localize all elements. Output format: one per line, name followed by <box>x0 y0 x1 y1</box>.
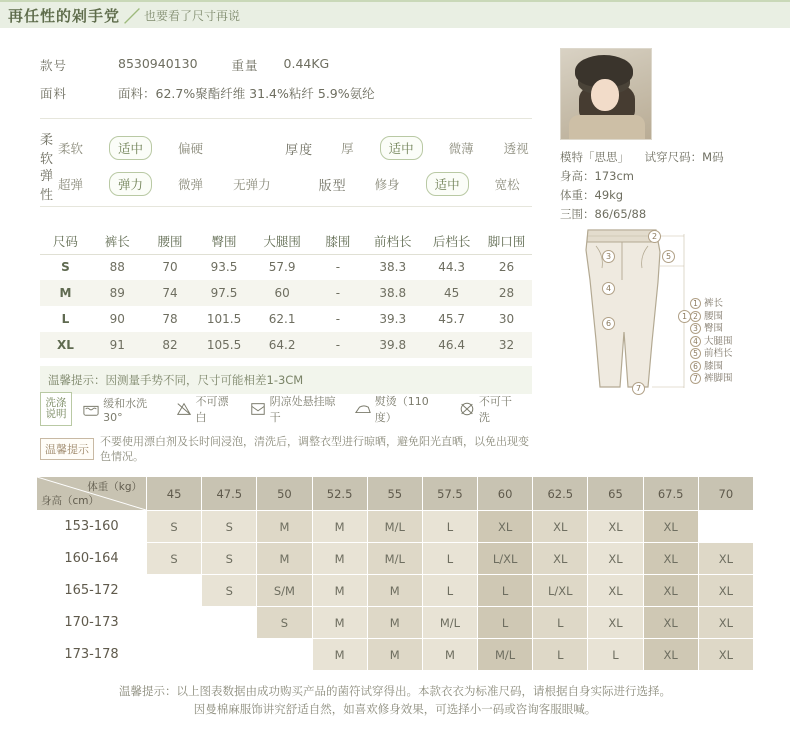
rec-cell: M <box>257 511 312 543</box>
rec-cell: L <box>422 543 477 575</box>
rec-cell: M <box>257 543 312 575</box>
rec-th-weight-67.5: 67.5 <box>643 477 698 511</box>
attribute-group-thickness <box>285 136 555 160</box>
th-back-rise: 后档长 <box>422 228 481 254</box>
attribute-row-elasticity <box>40 166 540 202</box>
legend-item-6 <box>690 361 733 374</box>
size-measurement-table <box>40 228 532 358</box>
legend-item-7 <box>690 373 733 386</box>
th-hip: 臀围 <box>196 228 251 254</box>
rec-cell: XL <box>698 607 753 639</box>
diagram-badge-6: 6 <box>602 317 615 330</box>
rec-cell: XL <box>698 575 753 607</box>
rec-cell: L <box>533 607 588 639</box>
rec-row-height: 170-173 <box>37 607 147 639</box>
cell-size: S <box>61 260 70 275</box>
legend-label-1: 裤长 <box>704 298 724 309</box>
rec-th-weight-50: 50 <box>257 477 312 511</box>
cell-waist: 78 <box>162 312 178 326</box>
th-knee: 膝围 <box>313 228 364 254</box>
table-row <box>37 575 754 607</box>
attr-label-elasticity: 弹性 <box>40 169 55 203</box>
attr-label-softness: 柔软 <box>40 133 55 167</box>
rec-cell: XL <box>643 511 698 543</box>
legend-num-2: 2 <box>690 311 701 322</box>
cell-leg-opening: 30 <box>498 312 515 326</box>
rec-cell: L <box>588 639 643 671</box>
attr-label-fit: 版型 <box>318 178 347 194</box>
rec-cell: L <box>478 575 533 607</box>
legend-label-7: 裤脚围 <box>704 373 733 384</box>
dry-in-shade-icon <box>249 401 267 417</box>
pants-measure-diagram <box>552 222 772 402</box>
diagram-badge-5: 5 <box>662 250 675 263</box>
rec-th-weight-57.5: 57.5 <box>422 477 477 511</box>
rec-cell: XL <box>588 575 643 607</box>
rec-th-weight-70: 70 <box>698 477 753 511</box>
weight-value: 0.44KG <box>283 56 330 71</box>
fabric-label: 面料 <box>40 86 68 101</box>
cell-pant-length: 88 <box>109 260 125 275</box>
rec-table-header-row <box>37 477 754 511</box>
rec-cell: M/L <box>367 543 422 575</box>
diagram-badge-1: 1 <box>678 310 691 323</box>
cell-size: L <box>61 312 70 326</box>
attr-label-thickness: 厚度 <box>285 142 314 158</box>
divider-top <box>40 118 532 119</box>
cell-knee: - <box>335 338 341 352</box>
cell-front-rise: 39.3 <box>379 312 407 326</box>
rec-cell: M <box>312 511 367 543</box>
rec-cell <box>147 607 202 639</box>
wash-care-row <box>40 392 532 426</box>
cell-hip: 97.5 <box>210 286 238 300</box>
rec-cell: L <box>533 639 588 671</box>
th-thigh: 大腿围 <box>252 228 313 254</box>
size-recommendation-table <box>36 476 754 671</box>
attr-option-loose[interactable]: 宽松 <box>494 177 520 192</box>
no-bleach-icon <box>175 401 193 417</box>
cell-leg-opening: 32 <box>498 338 515 352</box>
rec-cell <box>202 639 257 671</box>
cell-leg-opening: 26 <box>498 260 515 275</box>
bottom-note-line1: 温馨提示：以上图表数据由成功购买产品的菌符试穿得出。本款衣衣为标准尺码，请根据自身实际进行选择。 <box>119 684 671 698</box>
attr-option-sheer[interactable]: 透视 <box>503 141 529 156</box>
cell-leg-opening: 28 <box>498 286 515 300</box>
cell-pant-length: 89 <box>109 286 125 300</box>
table-row <box>37 639 754 671</box>
attribute-block <box>40 130 540 202</box>
cell-knee: - <box>335 260 341 275</box>
cell-back-rise: 45.7 <box>438 312 465 326</box>
rec-th-weight-45: 45 <box>147 477 202 511</box>
no-dryclean-icon <box>458 401 476 417</box>
rec-cell: L <box>422 575 477 607</box>
hand-wash-icon <box>82 401 100 417</box>
legend-num-3: 3 <box>690 323 701 334</box>
cell-thigh: 60 <box>274 286 290 300</box>
iron-icon <box>354 401 372 417</box>
model-size-label: 试穿尺码：M码 <box>644 150 724 164</box>
rec-cell: XL <box>588 543 643 575</box>
attr-option-thickness-medium[interactable]: 适中 <box>380 136 423 160</box>
rec-cell <box>257 639 312 671</box>
legend-num-5: 5 <box>690 348 701 359</box>
care-tips-text: 不要使用漂白剂及长时间浸泡，清洗后，调整衣型进行晾晒，避免阳光直晒，以免出现变色情况。 <box>100 435 529 464</box>
rec-cell: M <box>367 639 422 671</box>
diagram-badge-3: 3 <box>602 250 615 263</box>
rec-cell: XL <box>643 607 698 639</box>
attr-option-slightstretch[interactable]: 微弹 <box>178 177 204 192</box>
attr-option-thick[interactable]: 厚 <box>341 141 354 156</box>
pants-outline-icon <box>552 222 702 397</box>
table-row <box>37 607 754 639</box>
bottom-note <box>0 682 790 718</box>
rec-cell <box>147 575 202 607</box>
rec-cell <box>698 511 753 543</box>
model-value: 8530940130 <box>118 56 198 71</box>
rec-cell: L/XL <box>478 543 533 575</box>
table-row <box>40 280 532 306</box>
spec-area <box>40 56 540 112</box>
rec-cell <box>202 607 257 639</box>
rec-cell: M/L <box>478 639 533 671</box>
attr-option-stiff[interactable]: 偏硬 <box>178 141 204 156</box>
rec-cell: L/XL <box>533 575 588 607</box>
rec-cell: XL <box>643 575 698 607</box>
wash-item-dryinshade <box>249 393 341 425</box>
spec-row-model <box>40 56 540 74</box>
table-row <box>40 254 532 280</box>
model-card <box>560 48 724 224</box>
cell-waist: 74 <box>162 286 178 300</box>
rec-cell: S <box>147 543 202 575</box>
table-row <box>40 306 532 332</box>
model-weight: 体重：49kg <box>560 188 624 202</box>
cell-hip: 105.5 <box>206 338 242 352</box>
attr-option-nostretch[interactable]: 无弹力 <box>233 177 271 192</box>
diagram-badge-7: 7 <box>632 382 645 395</box>
rec-cell: XL <box>588 511 643 543</box>
rec-cell: S <box>202 575 257 607</box>
cell-thigh: 62.1 <box>268 312 296 326</box>
rec-th-weight-60: 60 <box>478 477 533 511</box>
rec-th-weight-47.5: 47.5 <box>202 477 257 511</box>
divider-bottom <box>40 206 532 207</box>
rec-cell: M <box>312 639 367 671</box>
model-name-line <box>560 148 724 167</box>
table-row <box>37 511 754 543</box>
rec-corner-weight-label: 体重（kg） <box>87 481 142 493</box>
bottom-note-line2: 因曼棉麻服饰讲究舒适自然，如喜欢修身效果，可选择小一码或咨询客服眼喊。 <box>193 702 597 716</box>
rec-th-weight-52.5: 52.5 <box>312 477 367 511</box>
attr-option-soft[interactable]: 柔软 <box>58 141 84 156</box>
wash-item-handwash <box>82 395 161 424</box>
rec-cell: S <box>202 543 257 575</box>
rec-cell: M <box>312 575 367 607</box>
rec-cell: M/L <box>422 607 477 639</box>
th-front-rise: 前档长 <box>363 228 422 254</box>
legend-num-7: 7 <box>690 373 701 384</box>
wash-item-label: 不可干洗 <box>478 395 512 424</box>
rec-cell: M <box>367 575 422 607</box>
rec-cell: M <box>312 543 367 575</box>
rec-cell: XL <box>643 543 698 575</box>
wash-badge-line1: 洗涤 <box>45 397 67 409</box>
cell-front-rise: 39.8 <box>379 338 407 352</box>
rec-cell: XL <box>533 543 588 575</box>
cell-pant-length: 91 <box>109 338 125 352</box>
banner-title: 再任性的剁手党 <box>8 6 121 25</box>
rec-cell: XL <box>698 639 753 671</box>
care-tips-strip <box>40 434 532 465</box>
cell-thigh: 57.9 <box>268 260 296 275</box>
th-leg-opening: 脚口围 <box>481 228 532 254</box>
cell-knee: - <box>335 286 341 300</box>
model-measurements: 三围：86/65/88 <box>560 207 647 221</box>
spec-row-fabric <box>40 84 540 102</box>
diagram-badge-4: 4 <box>602 282 615 295</box>
attr-option-superstretch[interactable]: 超弹 <box>58 177 84 192</box>
rec-table-corner <box>37 477 147 511</box>
rec-row-height: 173-178 <box>37 639 147 671</box>
size-table-note: 温馨提示：因测量手势不同，尺寸可能相差1-3CM <box>40 366 532 394</box>
cell-hip: 93.5 <box>210 260 238 275</box>
table-row <box>40 332 532 358</box>
legend-item-1 <box>690 298 733 311</box>
rec-cell: XL <box>588 607 643 639</box>
rec-cell: S <box>147 511 202 543</box>
legend-item-3 <box>690 323 733 336</box>
attribute-row-softness <box>40 130 540 166</box>
wash-care-badge <box>40 392 72 426</box>
legend-label-3: 臀围 <box>704 323 724 334</box>
rec-cell: M <box>367 607 422 639</box>
model-label: 款号 <box>40 58 68 73</box>
legend-num-1: 1 <box>690 298 701 309</box>
rec-cell: XL <box>478 511 533 543</box>
legend-item-2 <box>690 311 733 324</box>
diagram-legend <box>690 298 733 386</box>
th-waist: 腰围 <box>144 228 197 254</box>
care-tips-tag: 温馨提示 <box>40 438 94 460</box>
cell-thigh: 64.2 <box>268 338 296 352</box>
diagram-badge-2: 2 <box>648 230 661 243</box>
cell-front-rise: 38.3 <box>379 260 407 275</box>
rec-row-height: 165-172 <box>37 575 147 607</box>
wash-badge-line2: 说明 <box>45 408 67 420</box>
size-table-header-row <box>40 228 532 254</box>
wash-item-label: 熨烫（110度） <box>374 395 429 424</box>
model-height: 身高：173cm <box>560 169 634 183</box>
rec-cell: XL <box>533 511 588 543</box>
wash-item-iron <box>354 393 445 425</box>
banner-divider-icon: ／ <box>124 6 141 26</box>
rec-th-weight-62.5: 62.5 <box>533 477 588 511</box>
fabric-value: 面料：62.7%聚酯纤维 31.4%粘纤 5.9%氨纶 <box>118 86 375 101</box>
rec-cell: L <box>478 607 533 639</box>
rec-cell: S <box>202 511 257 543</box>
rec-th-weight-55: 55 <box>367 477 422 511</box>
rec-cell: XL <box>698 543 753 575</box>
legend-label-2: 腰围 <box>704 310 724 322</box>
attr-option-medium[interactable]: 适中 <box>109 136 152 160</box>
wash-item-nobleach <box>175 393 236 425</box>
cell-front-rise: 38.8 <box>379 286 407 300</box>
legend-num-4: 4 <box>690 336 701 347</box>
wash-item-label: 阴凉处悬挂晾干 <box>269 395 336 424</box>
rec-cell <box>147 639 202 671</box>
attribute-group-fit <box>319 172 546 196</box>
legend-num-6: 6 <box>690 361 701 372</box>
rec-corner-height-label: 身高（cm） <box>41 495 100 507</box>
legend-item-4 <box>690 336 733 349</box>
th-pant-length: 裤长 <box>91 228 144 254</box>
wash-item-label: 不可漂白 <box>195 395 229 424</box>
rec-th-weight-65: 65 <box>588 477 643 511</box>
cell-back-rise: 44.3 <box>438 260 465 275</box>
legend-label-6: 膝围 <box>704 360 724 372</box>
legend-label-5: 前档长 <box>704 348 733 359</box>
cell-knee: - <box>335 312 341 326</box>
rec-cell: L <box>422 511 477 543</box>
model-coat <box>569 115 645 140</box>
rec-row-height: 160-164 <box>37 543 147 575</box>
weight-label: 重量 <box>231 58 259 73</box>
wash-item-label: 缓和水洗30° <box>103 396 148 424</box>
wash-item-nodryclean <box>458 393 519 425</box>
legend-label-4: 大腿围 <box>704 335 733 347</box>
cell-waist: 70 <box>162 260 178 275</box>
model-info <box>560 148 724 224</box>
banner-subtitle: 也要看了尺寸再说 <box>144 8 241 23</box>
cell-size: M <box>59 286 72 300</box>
cell-back-rise: 46.4 <box>438 338 465 352</box>
attr-option-thin[interactable]: 微薄 <box>448 141 474 156</box>
rec-row-height: 153-160 <box>37 511 147 543</box>
attr-option-stretch[interactable]: 弹力 <box>109 172 152 196</box>
cell-back-rise: 45 <box>444 286 460 300</box>
legend-item-5 <box>690 348 733 361</box>
attr-option-fit-medium[interactable]: 适中 <box>426 172 469 196</box>
model-name-label: 模特「思思」 <box>560 150 629 164</box>
rec-cell: M/L <box>367 511 422 543</box>
th-size: 尺码 <box>40 228 91 254</box>
cell-waist: 82 <box>162 338 178 352</box>
model-face <box>591 79 619 111</box>
cell-pant-length: 90 <box>109 312 125 326</box>
rec-cell: M <box>312 607 367 639</box>
rec-cell: M <box>422 639 477 671</box>
attr-option-slim[interactable]: 修身 <box>374 177 400 192</box>
cell-hip: 101.5 <box>206 312 242 326</box>
rec-cell: S/M <box>257 575 312 607</box>
model-photo <box>560 48 652 140</box>
page-banner <box>0 0 790 28</box>
cell-size: XL <box>56 338 74 352</box>
table-row <box>37 543 754 575</box>
rec-cell: XL <box>643 639 698 671</box>
rec-cell: S <box>257 607 312 639</box>
